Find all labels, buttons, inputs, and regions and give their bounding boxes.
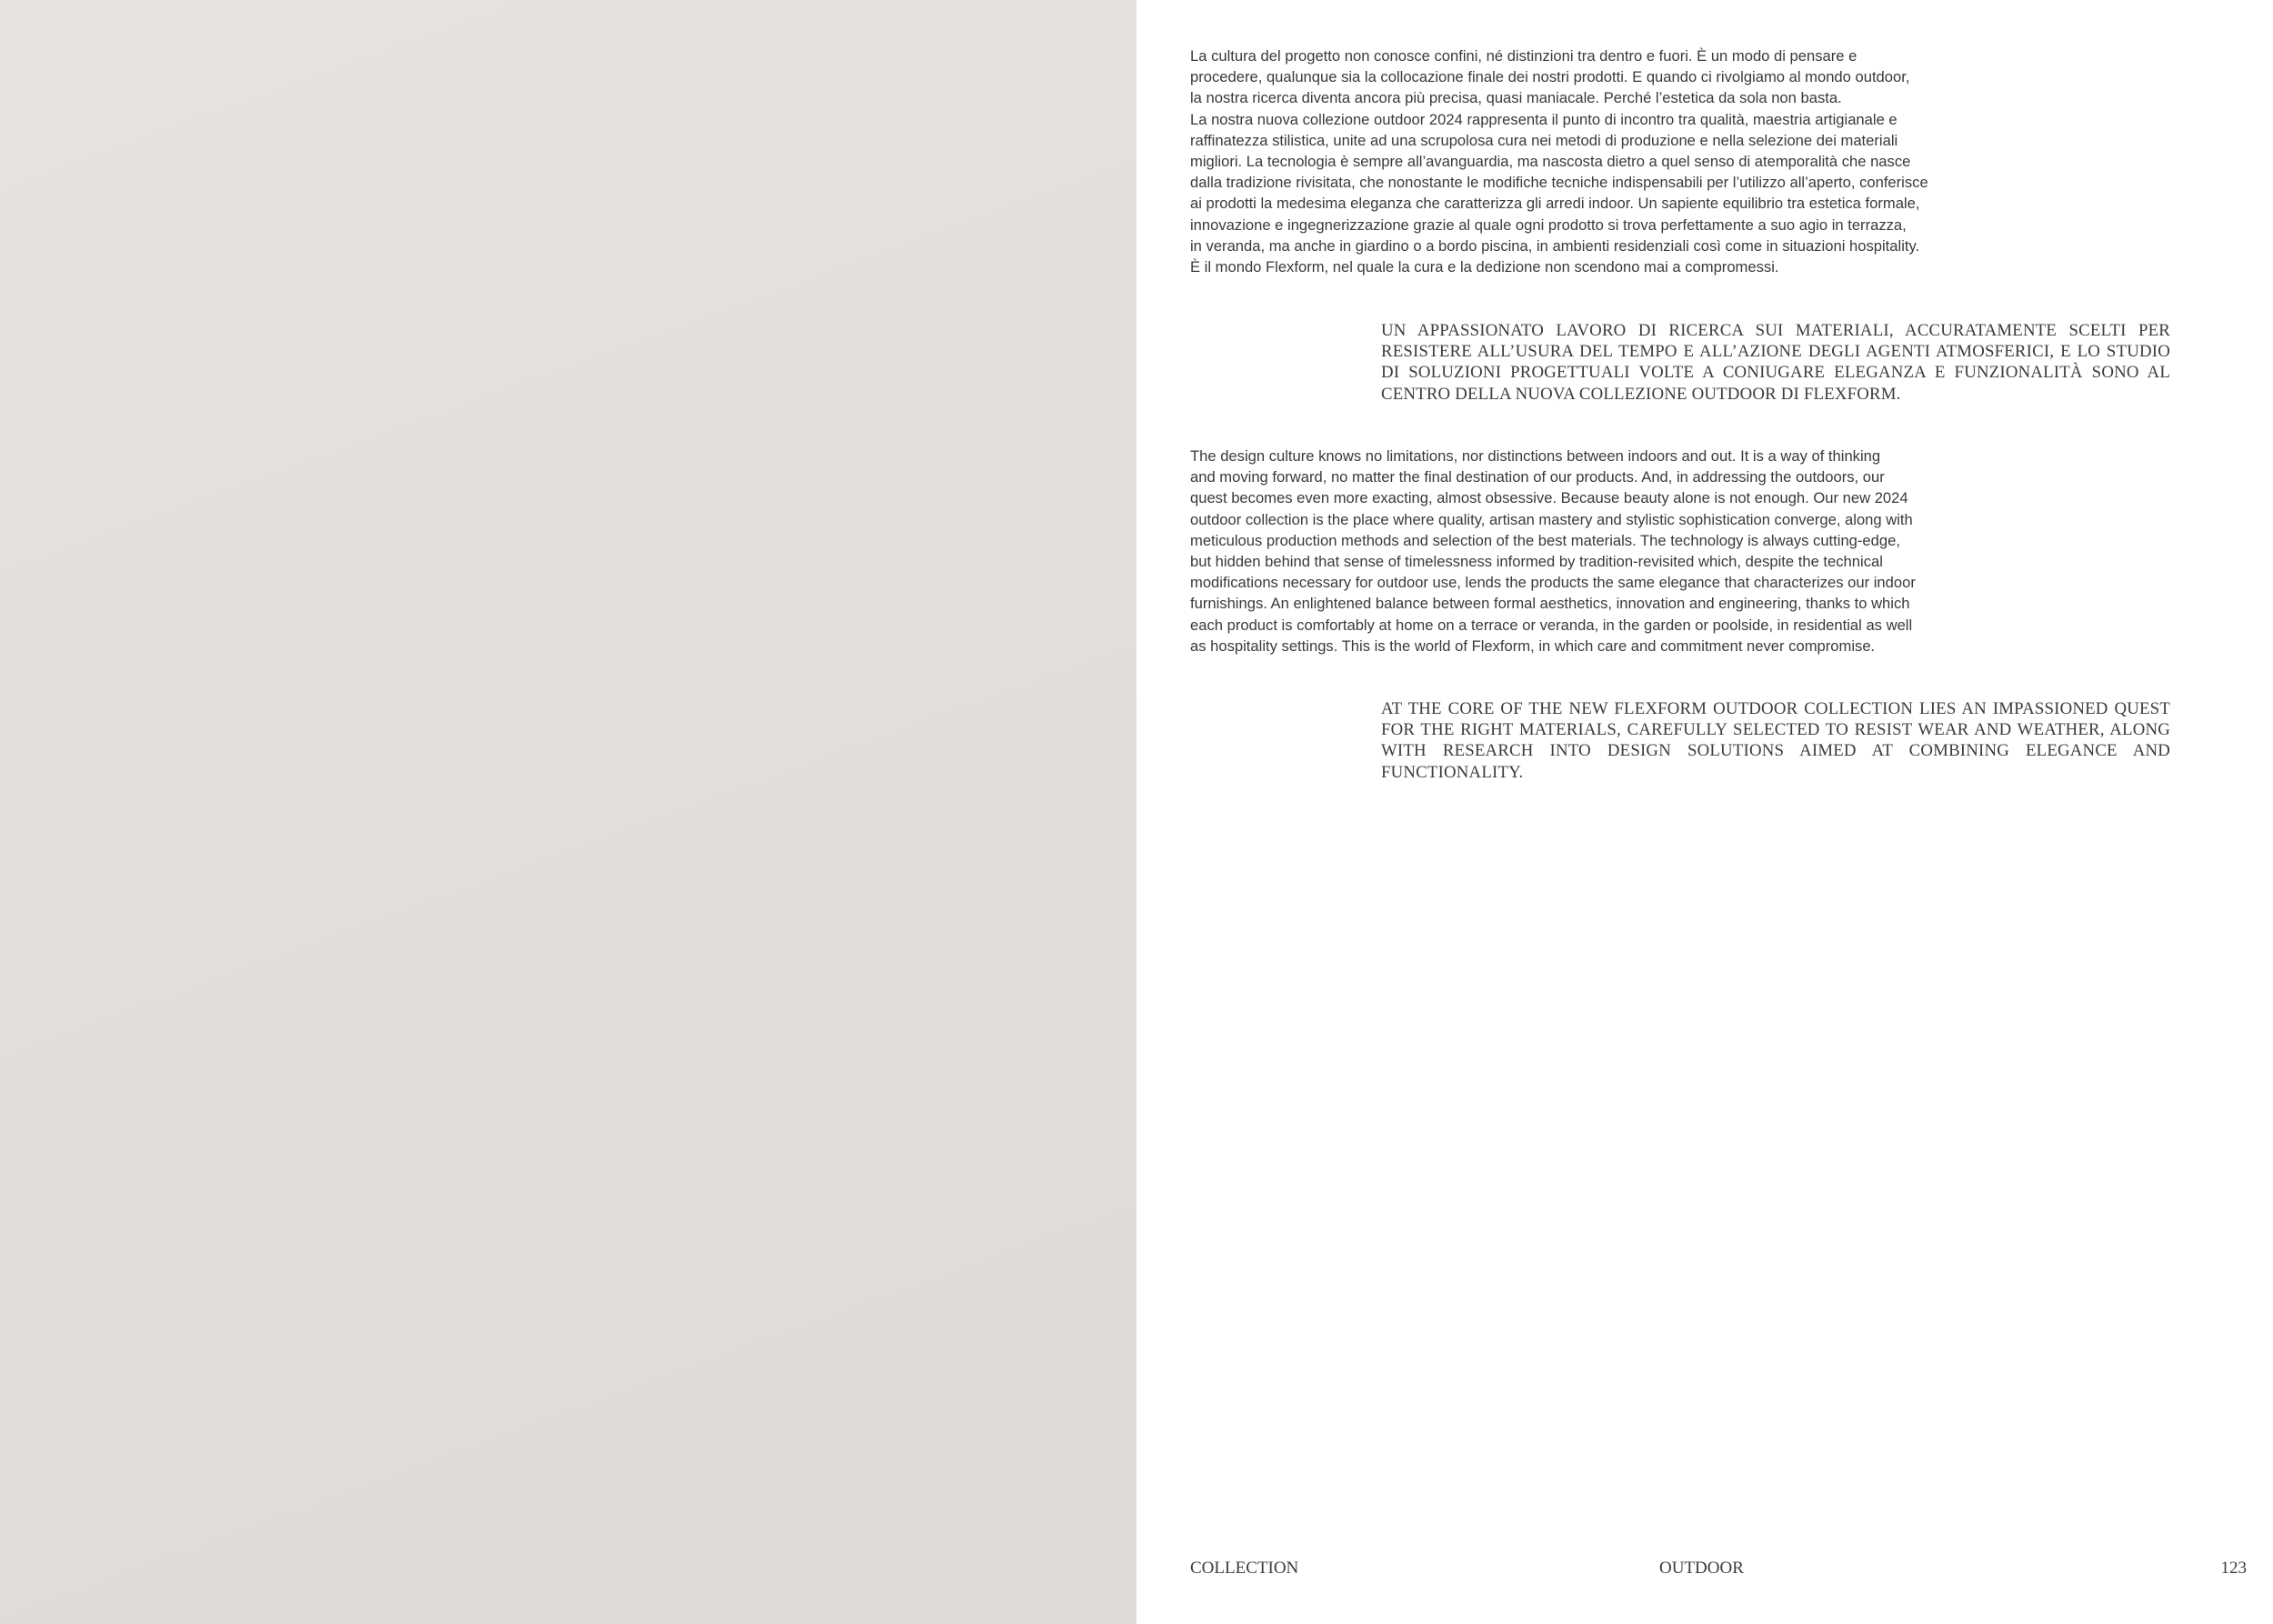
english-body-line: each product is comfortably at home on a terrace or veranda, in the garden or poolside, in residential as well — [1190, 616, 1913, 634]
right-page — [1136, 0, 2273, 1624]
english-body-line: but hidden behind that sense of timelessness informed by tradition-revisited which, despite the technical — [1190, 553, 1883, 571]
footer-outdoor-label: OUTDOOR — [1659, 1559, 1744, 1578]
footer-collection-label: COLLECTION — [1190, 1559, 1299, 1578]
english-body-line: quest becomes even more exacting, almost obsessive. Because beauty alone is not enough. Our new 2024 — [1190, 489, 1908, 507]
page-number: 123 — [2220, 1559, 2247, 1578]
english-body-line: outdoor collection is the place where quality, artisan mastery and stylistic sophistication converge, along with — [1190, 510, 1913, 528]
italian-body-line: dalla tradizione rivisitata, che nonostante le modifiche tecniche indispensabili per l’utilizzo all’aperto, conferisce — [1190, 174, 1928, 192]
english-body-line: and moving forward, no matter the final destination of our products. And, in addressing the outdoors, our — [1190, 468, 1885, 486]
italian-body-line: migliori. La tecnologia è sempre all’avanguardia, ma nascosta dietro a quel senso di atemporalità che nasce — [1190, 153, 1911, 171]
english-body-line: furnishings. An enlightened balance between formal aesthetics, innovation and engineering, thanks to which — [1190, 595, 1910, 613]
italian-body-line: la nostra ricerca diventa ancora più precisa, quasi maniacale. Perché l’estetica da sola non basta. — [1190, 89, 1842, 107]
english-pull-quote: AT THE CORE OF THE NEW FLEXFORM OUTDOOR COLLECTION LIES AN IMPASSIONED QUEST FOR THE RIGHT MATERIALS, CAREFULLY SELECTED TO RESIST WEAR AND WEATHER, ALONG WITH RESEARCH INTO DESIGN SOLUTIONS AIMED AT COMBINING ELEGANCE AND FUNCTIONALITY. — [1381, 699, 2170, 782]
english-body-text — [1190, 446, 1990, 657]
italian-body-line: innovazione e ingegnerizzazione grazie al quale ogni prodotto si trova perfettamente a suo agio in terrazza, — [1190, 216, 1907, 234]
italian-pull-quote: UN APPASSIONATO LAVORO DI RICERCA SUI MATERIALI, ACCURATAMENTE SCELTI PER RESISTERE ALL’USURA DEL TEMPO E ALL’AZIONE DEGLI AGENTI ATMOSFERICI, E LO STUDIO DI SOLUZIONI PROGETTUALI VOLTE A CONIUGARE ELEGANZA E FUNZIONALITÀ SONO AL CENTRO DELLA NUOVA COLLEZIONE OUTDOOR DI FLEXFORM. — [1381, 321, 2170, 404]
italian-body-line: raffinatezza stilistica, unite ad una scrupolosa cura nei metodi di produzione e nella selezione dei materiali — [1190, 131, 1898, 149]
italian-body-text — [1190, 45, 1990, 277]
italian-body-line: ai prodotti la medesima eleganza che caratterizza gli arredi indoor. Un sapiente equilibrio tra estetica formale, — [1190, 195, 1920, 213]
english-body-line: modifications necessary for outdoor use, lends the products the same elegance that characterizes our indoor — [1190, 574, 1916, 592]
italian-body-line: procedere, qualunque sia la collocazione finale dei nostri prodotti. E quando ci rivolgiamo al mondo outdoor, — [1190, 68, 1910, 86]
italian-body-line: È il mondo Flexform, nel quale la cura e la dedizione non scendono mai a compromessi. — [1190, 258, 1779, 276]
english-body-line: meticulous production methods and selection of the best materials. The technology is always cutting-edge, — [1190, 531, 1900, 549]
english-body-line: The design culture knows no limitations, nor distinctions between indoors and out. It is a way of thinking — [1190, 447, 1881, 465]
italian-body-line: in veranda, ma anche in giardino o a bordo piscina, in ambienti residenziali così come in situazioni hospitality. — [1190, 236, 1920, 255]
english-body-line: as hospitality settings. This is the world of Flexform, in which care and commitment never compromise. — [1190, 637, 1876, 655]
italian-body-line: La cultura del progetto non conosce confini, né distinzioni tra dentro e fuori. È un modo di pensare e — [1190, 47, 1857, 65]
italian-body-line: La nostra nuova collezione outdoor 2024 rappresenta il punto di incontro tra qualità, maestria artigianale e — [1190, 110, 1898, 128]
left-page-photo — [0, 0, 1136, 1624]
